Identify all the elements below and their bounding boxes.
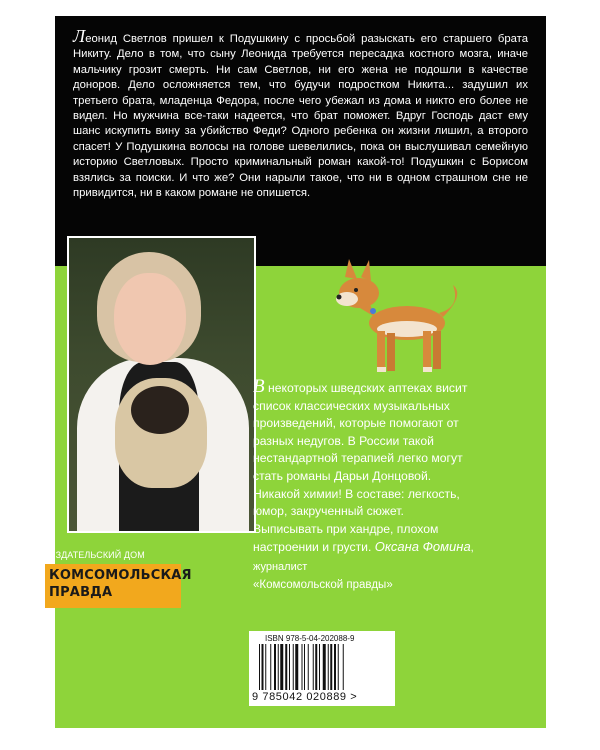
- synopsis-body: еонид Светлов пришел к Подушкину с просьбой разыскать его старшего брата Никиту. Дело в том, что сыну Леонида требуется пересадка костного мозга, иначе мальчику грозит смерть. Ни сам Светлов, ни его жена не подошли в качестве доноров. Дело осложняется тем, что будучи подростком Никита... задушил их третьего брата, младенца Федора, после чего убежал из дома и никто его более не видел. Но мужчина все-таки надеется, что брат поможет. Вдруг Господь даст ему шанс искупить вину за убийство Феди? Одного ребенка он жизни лишил, а второго спасет! У Подушкина волосы на голове шевелились, пока он выслушивал семейную историю Светловых. Просто криминальный роман какой-то! Подушкин с Борисом взялись за поиски. И что же? Они нарыли такое, что ни в одном страшном сне не привидится, ни в каком романе не опишется.: [73, 33, 528, 200]
- quote-author: Оксана Фомина: [374, 539, 471, 555]
- barcode-bar: [293, 644, 294, 690]
- barcode-bar: [304, 644, 305, 690]
- publisher-name-line1: КОМСОМОЛЬСКАЯ: [49, 568, 192, 583]
- barcode-bar: [259, 644, 260, 690]
- barcode-bar: [302, 644, 303, 690]
- synopsis-text: [73, 26, 528, 201]
- barcode-bar: [323, 644, 326, 690]
- photo-face: [114, 273, 186, 365]
- barcode-bar: [313, 644, 314, 690]
- barcode-number: 9 785042 020889 >: [252, 691, 358, 703]
- barcode-bar: [262, 644, 264, 690]
- publisher-name-line2: ПРАВДА: [49, 585, 113, 600]
- dog-illustration-icon: [325, 245, 475, 395]
- barcode-bar: [338, 644, 339, 690]
- barcode-bars-icon: [259, 644, 387, 690]
- barcode-bar: [334, 644, 336, 690]
- author-photo: [67, 236, 256, 533]
- barcode-bar: [295, 644, 298, 690]
- barcode-bar: [289, 644, 290, 690]
- quote-author-role: , журналист: [253, 542, 474, 573]
- barcode-bar: [278, 644, 279, 690]
- barcode-bar: [315, 644, 317, 690]
- synopsis-panel: [55, 16, 546, 266]
- quote-dropcap: В: [253, 376, 265, 397]
- barcode-bar: [285, 644, 287, 690]
- review-quote: [253, 378, 477, 594]
- barcode-bar: [319, 644, 320, 690]
- barcode-bar: [328, 644, 329, 690]
- photo-pug-face: [131, 386, 189, 434]
- barcode-bar: [343, 644, 344, 690]
- quote-body: некоторых шведских аптеках висит список классических музыкальных произведений, которые помогают от разных недугов. В России такой нестандартной терапией легко могут стать романы Дарьи Донцовой. Никакой химии! В составе: легкость, юмор, закрученный сюжет. Выписывать при хандре, плохом настроении и грусти.: [253, 381, 468, 555]
- isbn-text: ISBN 978-5-04-202088-9: [265, 634, 355, 643]
- quote-publication: «Комсомольской правды»: [253, 578, 393, 591]
- synopsis-dropcap: Л: [73, 26, 86, 46]
- barcode-bar: [265, 644, 266, 690]
- barcode-bar: [280, 644, 283, 690]
- barcode-bar: [270, 644, 271, 690]
- publisher-label: ИЗДАТЕЛЬСКИЙ ДОМ: [49, 550, 145, 560]
- barcode-bar: [274, 644, 276, 690]
- barcode-bar: [330, 644, 332, 690]
- barcode-bar: [308, 644, 309, 690]
- publisher-name: [49, 567, 192, 601]
